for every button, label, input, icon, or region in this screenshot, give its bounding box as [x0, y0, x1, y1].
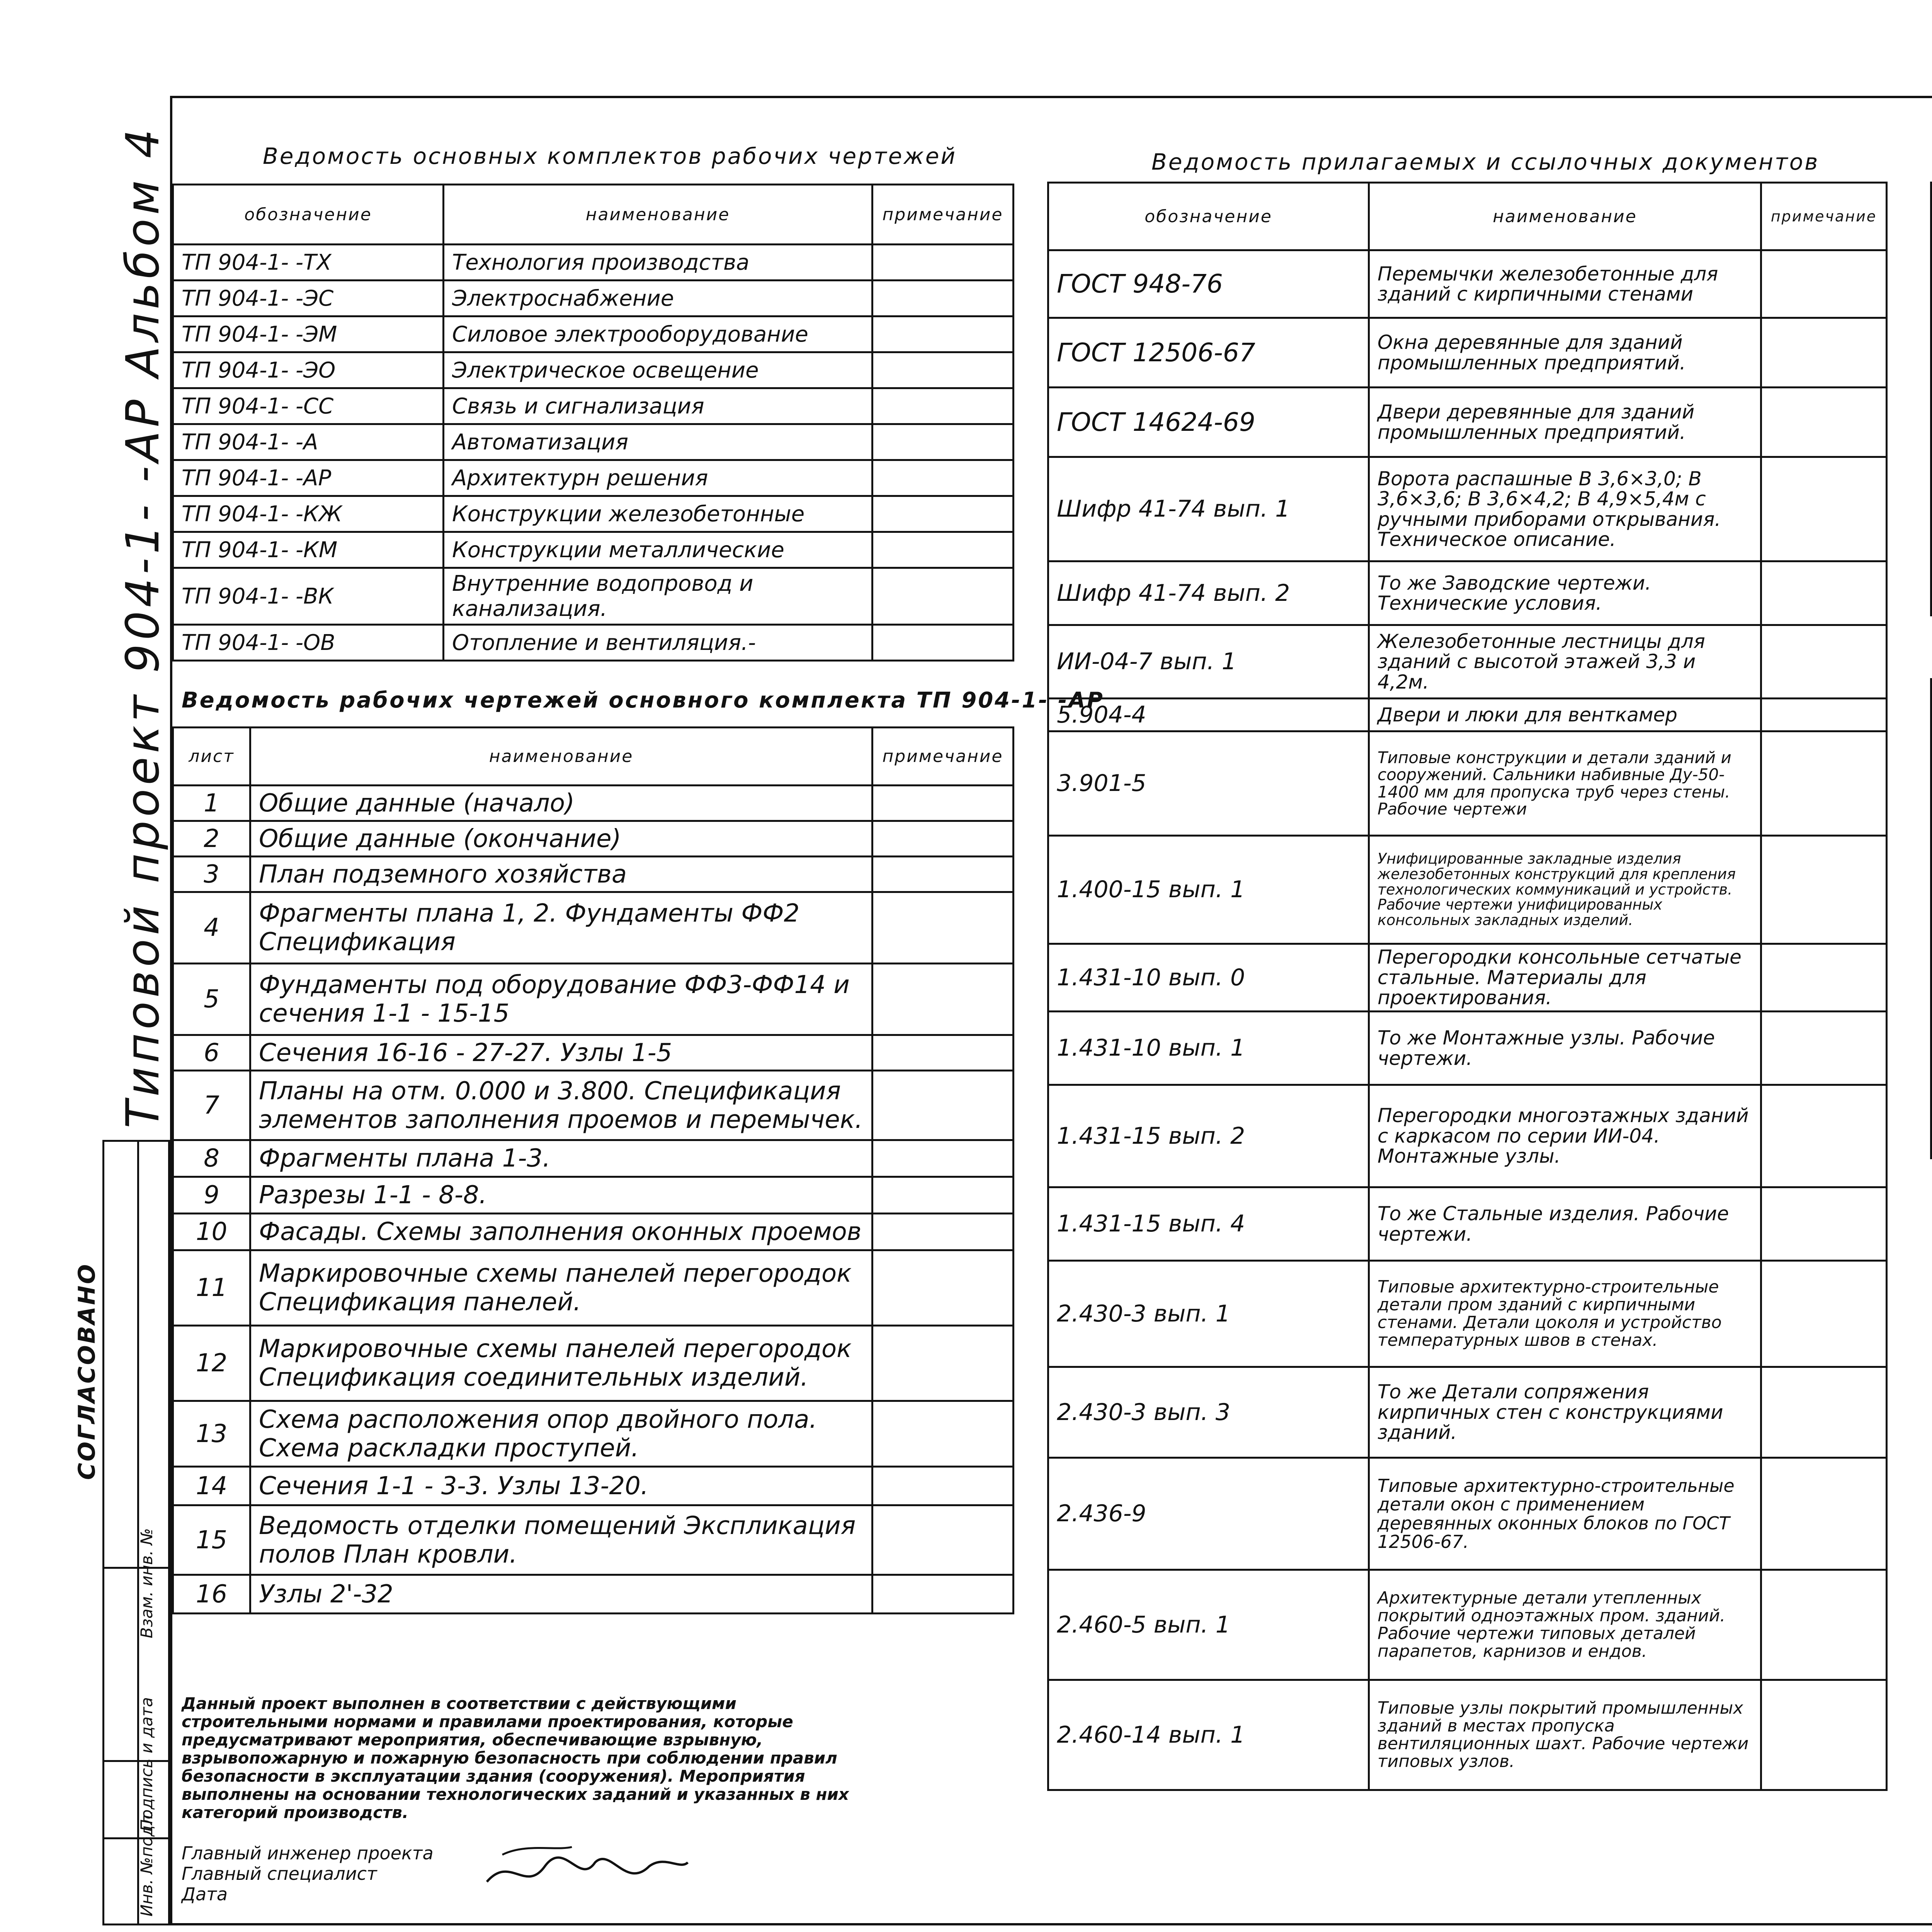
side-col-inv: Инв. №подл.	[137, 1810, 156, 1917]
table-row: 12 Маркировочные схемы панелей перегородок Спецификация соединительных изделий.	[173, 1326, 1014, 1401]
table-row: 11 Маркировочные схемы панелей перегородок Спецификация панелей.	[173, 1250, 1014, 1326]
table-row: Шифр 41-74 вып. 1 Ворота распашные В 3,6×3,0; В 3,6×3,6; В 3,6×4,2; В 4,9×5,4м с ручными приборами открывания. Техническое описание.	[1048, 457, 1887, 561]
table-row: 9 Разрезы 1-1 - 8-8.	[173, 1177, 1014, 1214]
table-row: ТП 904-1- -ЭО Электрическое освещение	[173, 352, 1014, 388]
table-row: 2.436-9 Типовые архитектурно-строительные детали окон с применением деревянных оконных блоков по ГОСТ 12506-67.	[1048, 1458, 1887, 1570]
table3	[1047, 182, 1888, 1791]
table-row: ГОСТ 14624-69 Двери деревянные для зданий промышленных предприятий.	[1048, 388, 1887, 457]
table-row: Шифр 41-74 вып. 2 То же Заводские чертежи. Технические условия.	[1048, 561, 1887, 625]
table-row: ТП 904-1- -ТХ Технология производства	[173, 245, 1014, 281]
table-row: 1.431-10 вып. 0 Перегородки консольные сетчатые стальные. Материалы для проектирования.	[1048, 944, 1887, 1012]
table-row: ИИ-04-7 вып. 1 Железобетонные лестницы для зданий с высотой этажей 3,3 и 4,2м.	[1048, 625, 1887, 699]
table-row: ТП 904-1- -ВК Внутренние водопровод и канализация.	[173, 568, 1014, 625]
table1-title: Ведомость основных комплектов рабочих чертежей	[263, 143, 957, 169]
table-row: ТП 904-1- -КМ Конструкции металлические	[173, 532, 1014, 568]
table-row: 2.460-5 вып. 1 Архитектурные детали утепленных покрытий одноэтажных пром. зданий. Рабочие чертежи типовых деталей парапетов, карнизов и ендов.	[1048, 1570, 1887, 1680]
table3-header-name: наименование	[1369, 183, 1761, 250]
table-row: 13 Схема расположения опор двойного пола. Схема раскладки проступей.	[173, 1401, 1014, 1467]
table-row: ТП 904-1- -СС Связь и сигнализация	[173, 388, 1014, 424]
table-row: 5 Фундаменты под оборудование ФФ3-ФФ14 и сечения 1-1 - 15-15	[173, 964, 1014, 1035]
table3-header-note: примечание	[1761, 183, 1887, 250]
table2-header-name: наименование	[250, 728, 872, 786]
table-row: ТП 904-1- -ЭС Электроснабжение	[173, 281, 1014, 316]
table3-header-code: обозначение	[1048, 183, 1369, 250]
table-row: ТП 904-1- -ЭМ Силовое электрооборудование	[173, 316, 1014, 352]
table-row: 4 Фрагменты плана 1, 2. Фундаменты ФФ2 Спецификация	[173, 892, 1014, 964]
table1-header-note: примечание	[872, 185, 1014, 245]
table2-title: Ведомость рабочих чертежей основного комплекта ТП 904-1- -АР	[182, 688, 1104, 713]
table-row: 1.400-15 вып. 1 Унифицированные закладные изделия железобетонных конструкций для крепления технологических коммуникаций и устройств. Рабочие чертежи унифицированных консольных закладных изделий.	[1048, 836, 1887, 944]
signature-block	[182, 1843, 434, 1905]
table-row: 6 Сечения 16-16 - 27-27. Узлы 1-5	[173, 1035, 1014, 1071]
side-col-sign: Подпись и дата	[137, 1697, 156, 1832]
table-row: 3.901-5 Типовые конструкции и детали зданий и сооружений. Сальники набивные Ду-50-1400 мм для пропуска труб через стены. Рабочие чертежи	[1048, 731, 1887, 836]
table-row: ГОСТ 12506-67 Окна деревянные для зданий промышленных предприятий.	[1048, 318, 1887, 388]
table-row: ГОСТ 948-76 Перемычки железобетонные для зданий с кирпичными стенами	[1048, 250, 1887, 318]
signature-specialist: Главный специалист	[182, 1863, 377, 1884]
table-row: 7 Планы на отм. 0.000 и 3.800. Спецификация элементов заполнения проемов и перемычек.	[173, 1071, 1014, 1140]
table1	[172, 184, 1014, 662]
side-col-replace: Взам. инв. №	[137, 1528, 156, 1638]
table4	[1930, 182, 1932, 616]
table-row: 2.430-3 вып. 3 То же Детали сопряжения кирпичных стен с конструкциями зданий.	[1048, 1367, 1887, 1458]
table-row: 1.431-15 вып. 2 Перегородки многоэтажных зданий с каркасом по серии ИИ-04. Монтажные узлы.	[1048, 1085, 1887, 1187]
table-row: 1 Общие данные (начало)	[173, 786, 1014, 821]
table-row: ТП 904-1- -КЖ Конструкции железобетонные	[173, 496, 1014, 532]
album-side-title: Типовой проект 904-1- -АР Альбом 4	[116, 125, 169, 1128]
table-row: 1.431-15 вып. 4 То же Стальные изделия. Рабочие чертежи.	[1048, 1187, 1887, 1261]
table3-title: Ведомость прилагаемых и ссылочных документов	[1151, 149, 1820, 175]
table-row: 3 План подземного хозяйства	[173, 857, 1014, 892]
side-strip	[102, 1140, 170, 1925]
signature-chief-engineer: Главный инженер проекта	[182, 1843, 434, 1864]
table-row: 15 Ведомость отделки помещений Экспликация полов План кровли.	[173, 1505, 1014, 1575]
table1-header-code: обозначение	[173, 185, 444, 245]
table2-header-note: примечание	[872, 728, 1014, 786]
signature-date: Дата	[182, 1883, 228, 1905]
table5	[1930, 678, 1932, 1159]
table-row: ТП 904-1- -А Автоматизация	[173, 424, 1014, 460]
table-row: ТП 904-1- -ОВ Отопление и вентиляция.-	[173, 625, 1014, 661]
table-row: 10 Фасады. Схемы заполнения оконных проемов	[173, 1214, 1014, 1250]
table-row: 8 Фрагменты плана 1-3.	[173, 1140, 1014, 1177]
handwritten-signature	[479, 1839, 696, 1897]
table-row: 1.431-10 вып. 1 То же Монтажные узлы. Рабочие чертежи.	[1048, 1012, 1887, 1085]
side-stamp: СОГЛАСОВАНО	[73, 1263, 100, 1480]
table-row: 2.460-14 вып. 1 Типовые узлы покрытий промышленных зданий в местах пропуска вентиляционных шахт. Рабочие чертежи типовых узлов.	[1048, 1680, 1887, 1790]
table2-header-sheet: лист	[173, 728, 250, 786]
table2	[172, 726, 1014, 1614]
table-row: 14 Сечения 1-1 - 3-3. Узлы 13-20.	[173, 1467, 1014, 1505]
table-row: 2.430-3 вып. 1 Типовые архитектурно-строительные детали пром зданий с кирпичными стенами. Детали цоколя и устройство температурных швов в стенах.	[1048, 1261, 1887, 1367]
table1-header-name: наименование	[444, 185, 872, 245]
table-row: 16 Узлы 2'-32	[173, 1575, 1014, 1614]
project-note: Данный проект выполнен в соответствии с действующими строительными нормами и правилами проектирования, которые предусматривают мероприятия, обеспечивающие взрывную, взрывопожарную и пожарную безопасность при соблюдении правил безопасности в эксплуатации здания (сооружения). Мероприятия выполнены на основании технологических заданий и указанных в них категорий производств.	[182, 1694, 849, 1822]
table-row: 5.904-4 Двери и люки для венткамер	[1048, 699, 1887, 731]
table-row: 2 Общие данные (окончание)	[173, 821, 1014, 857]
table-row: ТП 904-1- -АР Архитектурн решения	[173, 460, 1014, 496]
